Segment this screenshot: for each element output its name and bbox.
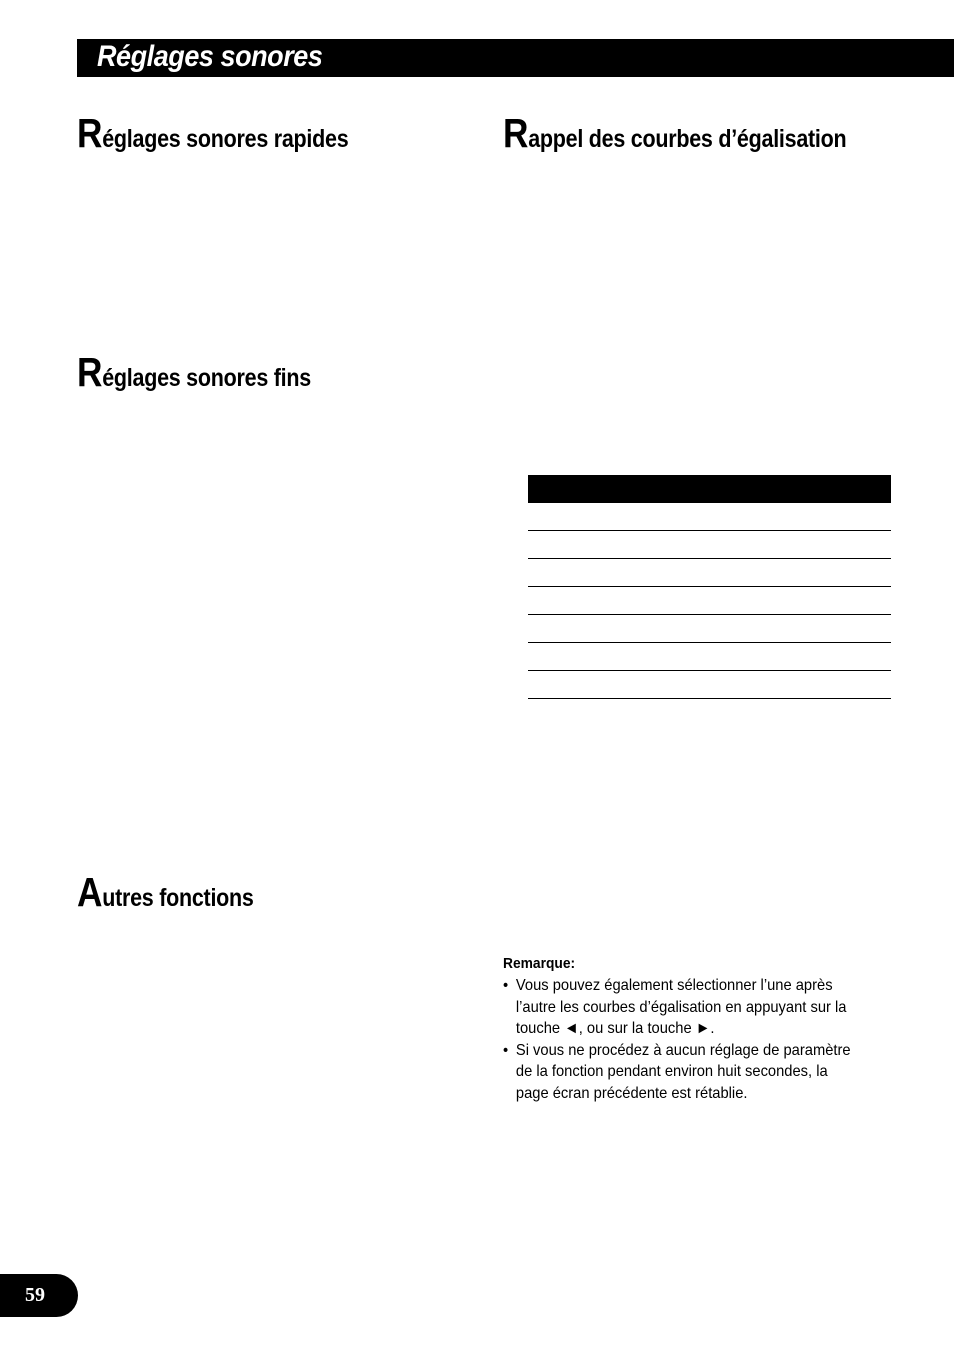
heading-text: églages sonores rapides — [102, 125, 349, 153]
table-row — [528, 531, 891, 559]
table-row — [528, 503, 891, 531]
heading-text: utres fonctions — [102, 884, 254, 912]
note-text: Vous pouvez également sélectionner l’une après l’autre les courbes d’égalisation en appuyant sur la touche ◄, ou sur la touche ►. — [515, 977, 847, 1037]
note-title: Remarque: — [503, 955, 576, 972]
page-number: 59 — [25, 1284, 45, 1306]
header-bar — [77, 39, 954, 77]
note-list — [503, 975, 862, 1104]
page-number-badge — [0, 1274, 78, 1317]
bullet-icon: • — [503, 1041, 509, 1059]
note-block — [503, 955, 862, 1104]
list-item — [503, 975, 862, 1040]
heading-other-functions — [77, 869, 254, 915]
heading-fine-sound-settings — [77, 349, 311, 395]
table-row — [528, 615, 891, 643]
table-header — [528, 475, 891, 503]
eq-curve-table — [528, 475, 891, 699]
heading-initial: R — [77, 110, 103, 156]
note-text: Si vous ne procédez à aucun réglage de paramètre de la fonction pendant environ huit secondes, la page écran précédente est rétablie. — [515, 1041, 851, 1102]
table-row — [528, 643, 891, 671]
table-row — [528, 559, 891, 587]
heading-initial: R — [503, 110, 529, 156]
heading-text: appel des courbes d’égalisation — [528, 125, 847, 153]
table-row — [528, 671, 891, 699]
heading-initial: R — [77, 349, 103, 395]
heading-text: églages sonores fins — [102, 364, 311, 392]
heading-eq-curve-recall — [503, 110, 847, 156]
list-item — [503, 1040, 862, 1105]
heading-quick-sound-settings — [77, 110, 349, 156]
page-title: Réglages sonores — [97, 40, 323, 73]
table-row — [528, 587, 891, 615]
bullet-icon: • — [503, 977, 509, 994]
heading-initial: A — [77, 869, 103, 915]
